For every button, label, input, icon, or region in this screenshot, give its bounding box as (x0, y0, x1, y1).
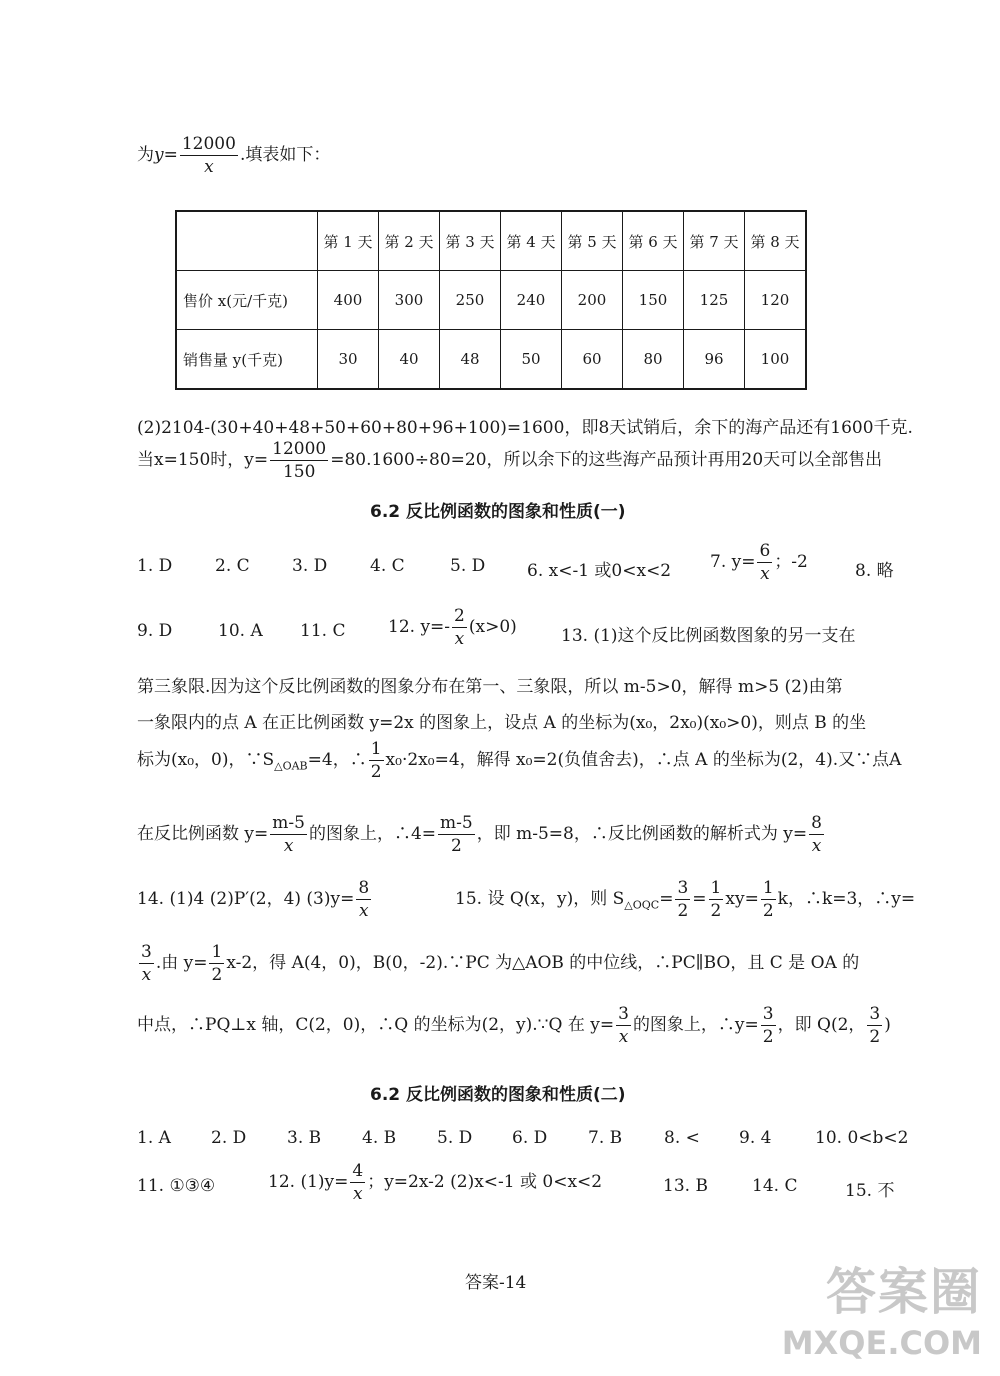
q15-line3 (137, 1003, 891, 1048)
q15-b: = (659, 889, 674, 909)
q15-d: xy= (725, 889, 759, 909)
q7-a: 7. y= (710, 552, 756, 572)
q15-num3: 1 (762, 878, 774, 898)
intro-prefix: 为 (137, 145, 154, 165)
page-number: 答案-14 (465, 1273, 527, 1293)
q15-line2-num2: 1 (211, 942, 223, 962)
answer-item: 1. A (137, 1128, 171, 1148)
q13-line1: 第三象限.因为这个反比例函数的图象分布在第一、三象限，所以 m-5>0，解得 m>5 (2)由第 (137, 677, 843, 697)
q14-num: 8 (358, 878, 370, 898)
answer-item: 6. D (512, 1128, 548, 1148)
answer-item: 14. C (752, 1176, 798, 1196)
q15-a: 15. 设 Q(x，y)，则 S (455, 889, 625, 909)
part2-fraction (270, 438, 328, 483)
answer-q12 (388, 605, 517, 650)
q15-line3-a: 中点，∴PQ⊥x 轴，C(2，0)，∴Q 的坐标为(2，y).∵Q 在 y= (137, 1015, 615, 1035)
q15-line3-num3: 3 (869, 1004, 881, 1024)
price-cell: 150 (623, 271, 684, 330)
answer-item: 6. x<-1 或0<x<2 (527, 561, 672, 581)
q13-line3-b: =4，∴ (307, 750, 367, 770)
part2-line2 (137, 438, 882, 483)
q15-c: = (692, 889, 707, 909)
q15-den1: 2 (677, 901, 689, 921)
q15-line3-e: ) (884, 1015, 891, 1035)
q12-2-den: x (352, 1184, 363, 1204)
qty-cell: 40 (379, 330, 440, 390)
answer-item: 1. D (137, 556, 173, 576)
part2-den: 150 (282, 462, 316, 482)
q12-den: x (454, 629, 465, 649)
qty-cell: 48 (440, 330, 501, 390)
q7-b: ；-2 (774, 552, 808, 572)
day-header: 第 6 天 (623, 211, 684, 271)
watermark-url: MXQE.COM (781, 1324, 982, 1362)
q12-2-a: 12. (1)y= (268, 1172, 349, 1192)
q7-den: x (760, 564, 770, 584)
q14-fraction (356, 877, 371, 922)
day-header: 第 8 天 (745, 211, 807, 271)
q14-den: x (358, 901, 369, 921)
q13-line4-den3: x (811, 836, 822, 856)
q13-line4-num1: m-5 (272, 813, 305, 833)
q13-line4-fraction1 (270, 812, 307, 857)
price-cell: 400 (318, 271, 379, 330)
q15-den3: 2 (762, 901, 774, 921)
q13-line4-c: ，即 m-5=8，∴反比例函数的解析式为 y= (476, 824, 808, 844)
day-header: 第 4 天 (501, 211, 562, 271)
answer-item: 7. B (588, 1128, 623, 1148)
q12-2-num: 4 (352, 1161, 364, 1181)
q15-line2-fraction1 (139, 941, 154, 986)
price-cell: 250 (440, 271, 501, 330)
watermark-logo-text: 答案圈 (826, 1263, 982, 1321)
q13-line4-num3: 8 (811, 813, 822, 833)
part2-line2-a: 当x=150时，y= (137, 450, 269, 470)
part2-line2-b: =80.1600÷80=20，所以余下的这些海产品预计再用20天可以全部售出 (330, 450, 883, 470)
q15-fraction2 (709, 877, 724, 922)
q15-line3-fraction2 (761, 1003, 776, 1048)
q12-a: 12. y=- (388, 617, 451, 637)
qty-cell: 30 (318, 330, 379, 390)
q15-fraction3 (761, 877, 776, 922)
q13-line4-den1: x (283, 836, 294, 856)
q13-line4-b: 的图象上，∴4= (308, 824, 437, 844)
answer-q12-2 (268, 1160, 602, 1205)
q13-line2: 一象限内的点 A 在正比例函数 y=2x 的图象上，设点 A 的坐标为(x₀，2x₀)(x₀>0)，则点 B 的坐 (137, 713, 867, 733)
intro-eq: = (163, 145, 178, 165)
intro-suffix: .填表如下： (239, 145, 331, 165)
answer-item: 4. C (370, 556, 405, 576)
q15-line3-d: (2， (830, 1015, 866, 1035)
q12-num: 2 (454, 606, 465, 626)
part2-num: 12000 (272, 439, 327, 459)
q15-line3-den3: 2 (869, 1027, 881, 1047)
q13-line3-num: 1 (370, 739, 382, 759)
q13-line4-a: 在反比例函数 y= (137, 824, 269, 844)
price-cell: 120 (745, 271, 807, 330)
q12-fraction (452, 605, 467, 650)
q13-line3-fraction (369, 738, 384, 783)
answer-item: 11. ①③④ (137, 1176, 216, 1196)
table-header-row (176, 211, 806, 271)
q15-line2-b: x-2，得 A(4，0)，B(0，-2).∵PC 为△AOB 的中位线，∴PC∥BO，且 C 是 OA 的 (226, 953, 860, 973)
sales-table (175, 210, 807, 390)
q7-fraction (757, 540, 772, 585)
q15-line2-den2: 2 (211, 965, 223, 985)
answer-item: 3. D (292, 556, 328, 576)
q15-line3-c: ，即 Q (777, 1015, 831, 1035)
answer-q14 (137, 877, 373, 922)
q15-line2-a: .由 y= (155, 953, 208, 973)
qty-cell: 50 (501, 330, 562, 390)
price-cell: 300 (379, 271, 440, 330)
q7-num: 6 (759, 541, 771, 561)
q15-line2-fraction2 (209, 941, 224, 986)
intro-var: y (154, 145, 164, 165)
section2-title: 6.2 反比例函数的图象和性质(二) (370, 1085, 626, 1105)
q15-line3-den2: 2 (762, 1027, 774, 1047)
intro-den: x (204, 157, 214, 177)
q15-line3-den1: x (618, 1027, 629, 1047)
answer-item: 3. B (287, 1128, 322, 1148)
price-label: 售价 x(元/千克) (176, 271, 318, 330)
q13-line3-den: 2 (370, 762, 382, 782)
answer-item: 10. A (218, 621, 263, 641)
qty-cell: 60 (562, 330, 623, 390)
answer-q13: 13. (1)这个反比例函数图象的另一支在 (561, 626, 856, 646)
q15-e: k，∴k=3，∴y= (777, 889, 916, 909)
q15-den2: 2 (710, 901, 722, 921)
answer-item: 13. B (663, 1176, 708, 1196)
answer-item: 10. 0<b<2 (815, 1128, 909, 1148)
answer-item: 11. C (300, 621, 346, 641)
q13-line4-den2: 2 (450, 836, 462, 856)
q13-line4 (137, 812, 826, 857)
q15-line3-b: 的图象上，∴y= (632, 1015, 759, 1035)
day-header: 第 2 天 (379, 211, 440, 271)
q15-line3-fraction1 (616, 1003, 631, 1048)
q12-2-fraction (350, 1160, 365, 1205)
q12-b: (x>0) (468, 617, 517, 637)
answer-item: 9. 4 (739, 1128, 772, 1148)
q15-line2-num1: 3 (141, 942, 152, 962)
watermark (782, 1252, 982, 1362)
answer-item: 5. D (450, 556, 486, 576)
qty-cell: 96 (684, 330, 745, 390)
q15-num2: 1 (710, 878, 722, 898)
intro-fraction (180, 133, 238, 178)
q12-2-b: ；y=2x-2 (2)x<-1 或 0<x<2 (367, 1172, 603, 1192)
answer-item: 5. D (437, 1128, 473, 1148)
answer-item: 2. D (211, 1128, 247, 1148)
answer-q15 (455, 877, 915, 922)
part2-line1: (2)2104-(30+40+48+50+60+80+96+100)=1600，即8天试销后，余下的海产品还有1600千克. (137, 418, 913, 438)
qty-cell: 80 (623, 330, 684, 390)
q15-line3-num2: 3 (762, 1004, 774, 1024)
q15-fraction1 (675, 877, 690, 922)
intro-num: 12000 (181, 134, 236, 154)
day-header: 第 7 天 (684, 211, 745, 271)
q13-line3-sub: △OAB (274, 759, 308, 773)
q13-line4-fraction3 (809, 812, 824, 857)
q14-a: 14. (1)4 (2)P′(2，4) (3)y= (137, 889, 355, 909)
answer-item: 4. B (362, 1128, 397, 1148)
answer-item: 2. C (215, 556, 250, 576)
price-cell: 200 (562, 271, 623, 330)
day-header: 第 1 天 (318, 211, 379, 271)
answer-item: 8. 略 (855, 561, 894, 581)
qty-label: 销售量 y(千克) (176, 330, 318, 390)
q15-line2-den1: x (141, 965, 152, 985)
q13-line4-fraction2 (438, 812, 475, 857)
q13-line3-a: 标为(x₀，0)，∵S (137, 750, 275, 770)
price-cell: 240 (501, 271, 562, 330)
q13-line4-num2: m-5 (440, 813, 473, 833)
answer-item: 9. D (137, 621, 173, 641)
day-header: 第 3 天 (440, 211, 501, 271)
q13-line3 (137, 738, 901, 783)
q15-num1: 3 (677, 878, 689, 898)
day-header: 第 5 天 (562, 211, 623, 271)
q15-sub: △OQC (624, 898, 660, 912)
q15-line3-fraction3 (867, 1003, 882, 1048)
q13-line3-c: x₀·2x₀=4，解得 x₀=2(负值舍去)，∴点 A 的坐标为(2，4).又∵点A (385, 750, 902, 770)
table-row (176, 271, 806, 330)
section1-title: 6.2 反比例函数的图象和性质(一) (370, 502, 626, 522)
intro-line (137, 133, 330, 178)
q15-line3-num1: 3 (618, 1004, 629, 1024)
table-row (176, 330, 806, 390)
qty-cell: 100 (745, 330, 807, 390)
answer-item: 15. 不 (845, 1181, 895, 1201)
q15-line2 (137, 941, 859, 986)
price-cell: 125 (684, 271, 745, 330)
table-corner (176, 211, 318, 271)
answer-item: 8. < (664, 1128, 700, 1148)
answer-q7 (710, 540, 808, 585)
